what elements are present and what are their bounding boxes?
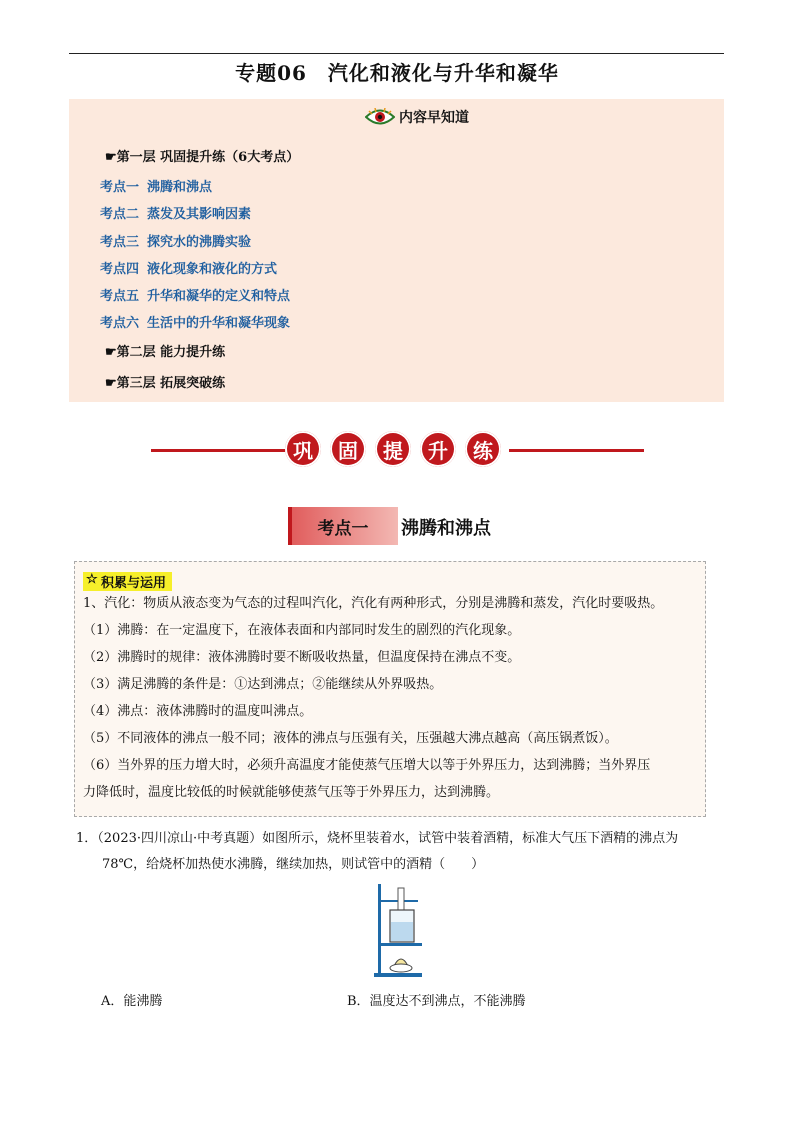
toc-layer-3-text: 第三层 拓展突破练 [116, 376, 226, 391]
question-1 [76, 826, 716, 878]
option-b[interactable]: B．温度达不到沸点，不能沸腾 [347, 994, 526, 1009]
pointing-hand-icon: ☛ [105, 345, 117, 360]
toc-point-label: 考点六 [100, 316, 140, 331]
banner-char: 固 [330, 431, 366, 467]
toc-point-3[interactable] [100, 231, 251, 250]
banner-char: 提 [375, 431, 411, 467]
toc-point-text: 探究水的沸腾实验 [147, 235, 252, 250]
contents-header [365, 107, 469, 127]
knowledge-label [83, 572, 172, 591]
toc-layer-1-text: 第一层 巩固提升练（6大考点） [116, 150, 300, 165]
toc-layer-3[interactable] [105, 372, 225, 391]
toc-point-text: 生活中的升华和凝华现象 [147, 316, 291, 331]
contents-panel [69, 99, 724, 402]
banner-rule-right [509, 449, 644, 452]
toc-layer-2[interactable] [105, 341, 225, 360]
knowledge-line: （2）沸腾时的规律：液体沸腾时要不断吸收热量，但温度保持在沸点不变。 [83, 650, 521, 665]
toc-point-text: 沸腾和沸点 [147, 180, 213, 195]
apparatus-figure [370, 880, 426, 978]
knowledge-line: （1）沸腾：在一定温度下，在液体表面和内部同时发生的剧烈的汽化现象。 [83, 623, 521, 638]
toc-point-text: 升华和凝华的定义和特点 [147, 289, 291, 304]
banner-char: 练 [465, 431, 501, 467]
toc-point-5[interactable] [100, 285, 290, 304]
toc-point-text: 液化现象和液化的方式 [147, 262, 278, 277]
toc-point-6[interactable] [100, 312, 290, 331]
toc-point-2[interactable] [100, 203, 251, 222]
toc-layer-2-text: 第二层 能力提升练 [116, 345, 226, 360]
eye-icon [365, 108, 395, 126]
section-title: 沸腾和沸点 [401, 518, 491, 539]
document-title: 专题06 汽化和液化与升华和凝华 [235, 61, 559, 85]
toc-point-label: 考点四 [100, 262, 140, 277]
section-label: 考点一 [288, 507, 398, 545]
toc-point-text: 蒸发及其影响因素 [147, 207, 252, 222]
star-icon: ☆ [86, 572, 98, 587]
knowledge-label-text: 积累与运用 [101, 576, 167, 591]
question-stem-line-1: 1．（2023·四川凉山·中考真题）如图所示，烧杯里装着水，试管中装着酒精，标准大气压下酒精的沸点为 [76, 831, 679, 846]
knowledge-line: （6）当外界的压力增大时，必须升高温度才能使蒸气压增大以等于外界压力，达到沸腾；当外界压 [83, 758, 651, 773]
option-a[interactable]: A．能沸腾 [101, 994, 163, 1009]
section-banner [285, 431, 501, 467]
knowledge-box [74, 561, 706, 817]
toc-point-label: 考点一 [100, 180, 140, 195]
toc-layer-1[interactable] [105, 146, 299, 165]
knowledge-line: （4）沸点：液体沸腾时的温度叫沸点。 [83, 704, 313, 719]
knowledge-line: 1、汽化：物质从液态变为气态的过程叫汽化，汽化有两种形式，分别是沸腾和蒸发，汽化时要吸热。 [83, 596, 664, 611]
banner-char: 升 [420, 431, 456, 467]
banner-char: 巩 [285, 431, 321, 467]
knowledge-line: 力降低时，温度比较低的时候就能够使蒸气压等于外界压力，达到沸腾。 [83, 785, 500, 800]
toc-point-label: 考点二 [100, 207, 140, 222]
knowledge-line: （3）满足沸腾的条件是：①达到沸点；②能继续从外界吸热。 [83, 677, 443, 692]
top-rule [69, 53, 724, 54]
question-stem-line-2: 78℃，给烧杯加热使水沸腾，继续加热，则试管中的酒精（ ） [102, 857, 485, 872]
knowledge-line: （5）不同液体的沸点一般不同；液体的沸点与压强有关，压强越大沸点越高（高压锅煮饭）。 [83, 731, 618, 746]
pointing-hand-icon: ☛ [105, 150, 117, 165]
contents-header-text: 内容早知道 [399, 110, 469, 126]
toc-point-4[interactable] [100, 258, 277, 277]
banner-rule-left [151, 449, 285, 452]
pointing-hand-icon: ☛ [105, 376, 117, 391]
toc-point-label: 考点五 [100, 289, 140, 304]
toc-point-1[interactable] [100, 176, 212, 195]
toc-point-label: 考点三 [100, 235, 140, 250]
